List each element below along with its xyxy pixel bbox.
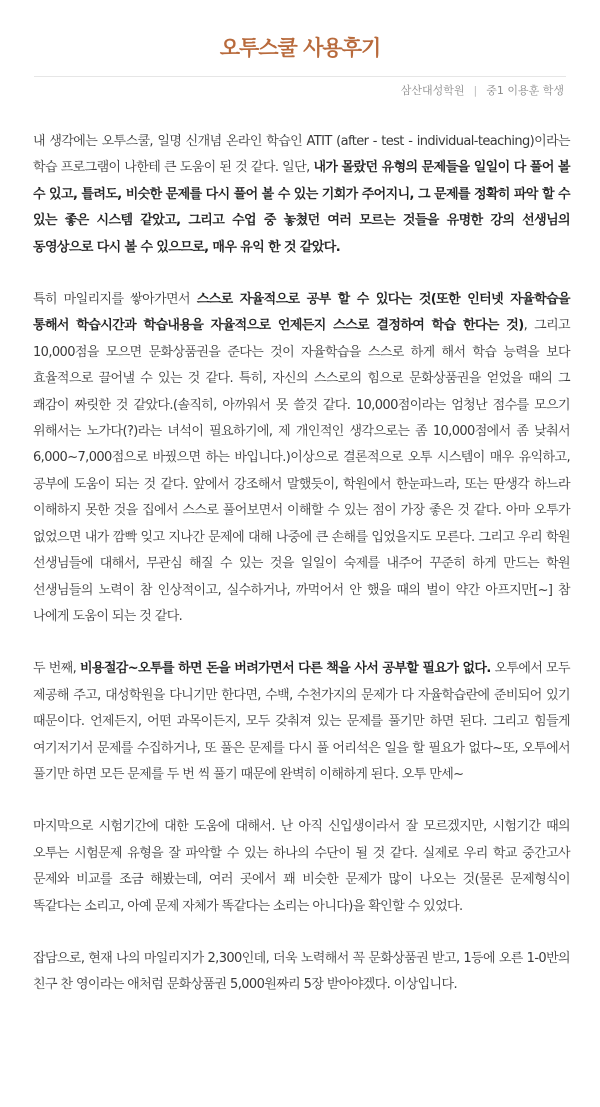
school-name: 삼산대성학원: [400, 84, 465, 97]
paragraph-exam: 마지막으로 시험기간에 대한 도움에 대해서. 난 아직 신입생이라서 잘 모르겠지만, 시험기간 때의 오투는 시험문제 유형을 잘 파악할 수 있는 하나의 수단이 될 것 같다. 실제로 우리 학교 중간고사 문제와 비교를 조금 해봤는데, 여러 곳에서 꽤 비슷한 문제가 많이 나오는 것(물론 문제형식이 똑같다는 소리고, 아예 문제 자체가 똑같다는 소리는 아니다)을 확인할 수 있었다.: [33, 819, 570, 914]
student-name: 중1 이용훈 학생: [486, 84, 564, 97]
intro-emphasis: 내가 몰랐던 유형의 문제들을 일일이 다 풀어 볼 수 있고, 틀려도, 비슷한 문제를 다시 풀어 볼 수 있는 기회가 주어지니, 그 문제를 정확히 파악 할 수 있는 좋은 시스템 같았고, 그리고 수업 중 놓쳤던 여러 모르는 것들을 유명한 강의 선생님의 동영상으로 다시 볼 수 있으므로, 매우 유익 한 것 같았다.: [33, 160, 570, 255]
intro-text: 내 생각에는 오투스쿨, 일명 신개념 온라인 학습인 ATIT (after - test - individual-teaching)이라는 학습 프로그램이 나한테 큰 도움이 된 것 같다. 일단,: [33, 134, 570, 176]
paragraph-cost: [33, 656, 570, 788]
paragraph-closing: 잡담으로, 현재 나의 마일리지가 2,300인데, 더욱 노력해서 꼭 문화상품권 받고, 1등에 오른 1-0반의 친구 찬 영이라는 애처럼 문화상품권 5,000원짜리 5장 받아야겠다. 이상입니다.: [33, 950, 570, 993]
cost-emphasis: 비용절감~오투를 하면 돈을 버려가면서 다른 책을 사서 공부할 필요가 없다.: [79, 661, 491, 677]
mileage-text: , 그리고 10,000점을 모으면 문화상품권을 준다는 것이 자율학습을 스스로 하게 해서 학습 능력을 보다 효율적으로 끌어낼 수 있는 것 같다. 특히, 자신의 스스로의 힘으로 문화상품권을 얻었을 때의 그 쾌감이 짜릿한 것 같았다.(솔직히, 아까워서 못 쓸것 같다. 10,000점이라는 엄청난 점수를 모으기 위해서는 노가다(?)라는 녀석이 필요하기에, 제 개인적인 생각으로는 좀 10,000점에서 좀 낮춰서 6,000~7,000점으로 바꿨으면 하는 바입니다.)이상으로 결론적으로 오투 시스템이 매우 유익하고, 공부에 도움이 되는 것 같다. 앞에서 강조해서 말했듯이, 학원에서 한눈파느라, 또는 딴생각 하느라 이해하지 못한 것을 집에서 스스로 풀어보면서 이해할 수 있는 점이 가장 좋은 것 같다. 아마 오투가 없었으면 내가 깜빡 잊고 지나간 문제에 대해 나중에 큰 손해를 입었을지도 모른다. 그리고 우리 학원 선생님들에 대해서, 무관심 해질 수 있는 것을 일일이 숙제를 내주어 꾸준히 하게 만드는 학원 선생님들의 노력이 참 인상적이고, 실수하거나, 까먹어서 안 했을 때의 벌이 약간 아프지만[~] 참 나에게 도움이 되는 것 같다.: [33, 318, 570, 624]
header-divider: [34, 76, 566, 77]
review-content: [33, 129, 570, 999]
paragraph-mileage: [33, 287, 570, 630]
paragraph-intro: [33, 129, 570, 261]
byline: [0, 83, 564, 99]
page-title: 오투스쿨 사용후기: [219, 36, 381, 60]
byline-separator: |: [473, 84, 478, 97]
cost-text: 오투에서 모두 제공해 주고, 대성학원을 다니기만 한다면, 수백, 수천가지의 문제가 다 자율학습란에 준비되어 있기 때문이다. 언제든지, 어떤 과목이든지, 모두 갖춰져 있는 문제를 풀기만 하면 된다. 그리고 힘들게 여기저기서 문제를 수집하거나, 또 풀은 문제를 다시 풀 어리석은 일을 할 필요가 없다~또, 오투에서 풀기만 하면 모든 문제를 두 번 씩 풀기 때문에 완벽히 이해하게 된다. 오투 만세~: [33, 661, 570, 782]
mileage-lead: 특히 마일리지를 쌓아가면서: [33, 292, 197, 308]
cost-lead: 두 번째,: [33, 661, 80, 677]
mileage-emphasis: 스스로 자율적으로 공부 할 수 있다는 것(또한 인터넷 자율학습을 통해서 학습시간과 학습내용을 자율적으로 언제든지 스스로 결정하여 학습 한다는 것): [33, 292, 570, 334]
